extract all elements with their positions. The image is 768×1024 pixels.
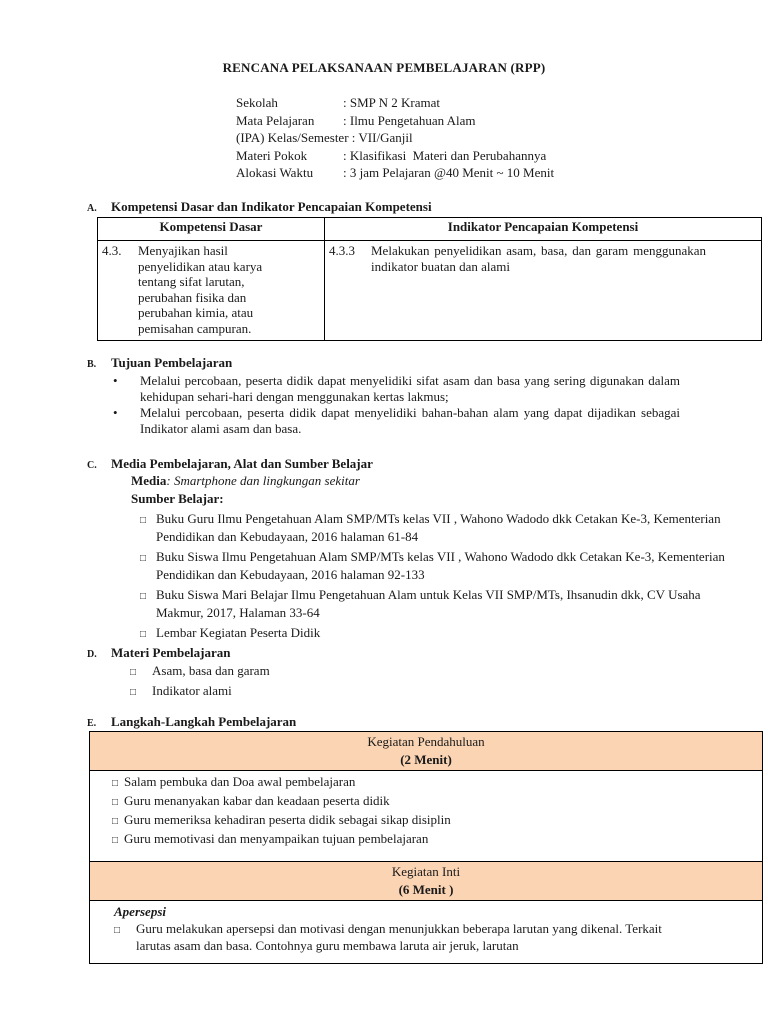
- kd-number: 4.3.: [102, 243, 122, 258]
- section-letter: E.: [87, 718, 97, 729]
- tujuan-list: [113, 373, 680, 437]
- ipk-text: Melakukan penyelidikan asam, basa, dan garam menggunakan indikator buatan dan alami: [371, 243, 706, 274]
- checkbox-icon: □: [112, 797, 119, 808]
- list-item-text: Buku Siswa Ilmu Pengetahuan Alam SMP/MTs kelas VII , Wahono Wadodo dkk Cetakan Ke-3, Kementerian Pendidikan dan Kebudayaan, 2016 halaman 92-133: [156, 549, 725, 582]
- list-item-text: Indikator alami: [152, 682, 232, 698]
- list-item: [130, 682, 270, 702]
- pendahuluan-body: [90, 771, 763, 862]
- list-item-text: Melalui percobaan, peserta didik dapat menyelidiki sifat asam dan basa yang sering digunakan dalam kehidupan sehari-hari dengan menggunakan kertas lakmus;: [140, 373, 680, 404]
- pendahuluan-header: [90, 732, 763, 771]
- section-title: Materi Pembelajaran: [111, 645, 231, 660]
- section-title: Tujuan Pembelajaran: [111, 355, 233, 370]
- document-title: RENCANA PELAKSANAAN PEMBELAJARAN (RPP): [222, 60, 546, 75]
- identity-value: : Ilmu Pengetahuan Alam: [343, 112, 476, 128]
- section-c-heading: [87, 456, 373, 472]
- identity-key: Alokasi Waktu: [236, 165, 314, 180]
- list-item-text: Guru melakukan apersepsi dan motivasi dengan menunjukkan beberapa larutan yang dikenal. Terkait larutas asam dan basa. Contohnya guru membawa laruta air jeruk, larutan: [136, 921, 662, 953]
- identity-value: : Klasifikasi Materi dan Perubahannya: [343, 147, 547, 163]
- list-item-text: Buku Siswa Mari Belajar Ilmu Pengetahuan Alam untuk Kelas VII SMP/MTs, Ihsanudin dkk, CV Usaha Makmur, 2017, Halaman 33-64: [156, 587, 701, 620]
- section-e-heading: [87, 714, 296, 730]
- list-item: [140, 510, 726, 546]
- checkbox-icon: □: [112, 816, 119, 827]
- list-item: [112, 830, 758, 849]
- bullet-icon: •: [113, 373, 118, 388]
- identity-row: [236, 147, 554, 165]
- section-title: Langkah-Langkah Pembelajaran: [111, 714, 297, 729]
- section-letter: A.: [87, 203, 97, 214]
- ipk-number: 4.3.3: [329, 243, 355, 258]
- section-title: Media Pembelajaran, Alat dan Sumber Belajar: [111, 456, 373, 471]
- list-item: [130, 662, 270, 682]
- section-letter: B.: [87, 359, 97, 370]
- identity-row: [236, 164, 554, 182]
- list-item-text: Buku Guru Ilmu Pengetahuan Alam SMP/MTs kelas VII , Wahono Wadodo dkk Cetakan Ke-3, Kementerian Pendidikan dan Kebudayaan, 2016 halaman 61-84: [156, 511, 721, 544]
- identity-block: [236, 94, 554, 182]
- list-item: [113, 405, 680, 436]
- list-item-text: Asam, basa dan garam: [152, 663, 270, 678]
- section-a-heading: [87, 199, 432, 215]
- checkbox-icon: □: [130, 686, 137, 698]
- checkbox-icon: □: [140, 591, 147, 602]
- list-item-text: Melalui percobaan, peserta didik dapat menyelidiki bahan-bahan alam yang dapat dijadikan sebagai Indikator alami asam dan basa.: [140, 405, 680, 436]
- kd-text: Menyajikan hasil penyelidikan atau karya tentang sifat larutan, perubahan fisika dan perubahan kimia, atau pemisahan campuran.: [138, 243, 263, 336]
- section-b-heading: [87, 355, 232, 371]
- pendahuluan-title: Kegiatan Pendahuluan: [367, 734, 485, 749]
- list-item: [112, 773, 758, 792]
- col-indikator: Indikator Pencapaian Kompetensi: [325, 218, 762, 241]
- kd-cell: [98, 241, 325, 341]
- checkbox-icon: □: [112, 778, 119, 789]
- list-item-text: Guru memotivasi dan menyampaikan tujuan pembelajaran: [124, 831, 429, 846]
- list-item-text: Guru memeriksa kehadiran peserta didik sebagai sikap disiplin: [124, 812, 451, 827]
- list-item-text: Lembar Kegiatan Peserta Didik: [156, 625, 321, 640]
- col-kompetensi-dasar: Kompetensi Dasar: [98, 218, 325, 241]
- checkbox-icon: □: [114, 925, 121, 936]
- identity-value: : 3 jam Pelajaran @40 Menit ~ 10 Menit: [343, 165, 555, 180]
- identity-row: [236, 112, 554, 130]
- checkbox-icon: □: [140, 515, 147, 526]
- sumber-list: [140, 510, 726, 646]
- identity-value: : SMP N 2 Kramat: [343, 95, 441, 110]
- list-item: [140, 624, 726, 644]
- bullet-icon: •: [113, 405, 118, 420]
- checkbox-icon: □: [140, 629, 147, 640]
- inti-body: [90, 901, 763, 964]
- list-item: [113, 373, 680, 404]
- identity-row: [236, 129, 554, 147]
- identity-row: [236, 94, 554, 112]
- media-value: : Smartphone dan lingkungan sekitar: [166, 473, 360, 488]
- inti-title: Kegiatan Inti: [391, 864, 461, 879]
- langkah-table: [89, 731, 763, 964]
- apersepsi-label: Apersepsi: [114, 904, 166, 919]
- identity-key: Sekolah: [236, 95, 278, 110]
- section-title: Kompetensi Dasar dan Indikator Pencapaian Kompetensi: [111, 199, 432, 214]
- checkbox-icon: □: [130, 667, 137, 678]
- media-line: [131, 473, 360, 489]
- list-item-text: Guru menanyakan kabar dan keadaan peserta didik: [124, 793, 390, 808]
- section-letter: C.: [87, 460, 97, 471]
- checkbox-icon: □: [112, 835, 119, 846]
- sumber-label: Sumber Belajar:: [131, 491, 224, 506]
- list-item-text: Salam pembuka dan Doa awal pembelajaran: [124, 774, 356, 789]
- section-letter: D.: [87, 649, 97, 660]
- materi-list: [130, 662, 270, 701]
- list-item: [140, 586, 726, 622]
- identity-key: Materi Pokok: [236, 147, 308, 163]
- inti-time: (6 Menit ): [398, 882, 454, 897]
- ipk-cell: [325, 241, 762, 341]
- list-item: [140, 548, 726, 584]
- media-label: Media: [131, 473, 167, 488]
- section-d-heading: [87, 645, 230, 661]
- list-item: [114, 920, 758, 954]
- checkbox-icon: □: [140, 553, 147, 564]
- identity-value: : VII/Ganjil: [348, 130, 413, 145]
- inti-header: [90, 862, 763, 901]
- pendahuluan-time: (2 Menit): [400, 752, 452, 767]
- identity-key: Mata Pelajaran: [236, 112, 315, 128]
- list-item: [112, 811, 758, 830]
- identity-key: (IPA) Kelas/Semester: [236, 130, 349, 145]
- kompetensi-table: [97, 217, 762, 341]
- list-item: [112, 792, 758, 811]
